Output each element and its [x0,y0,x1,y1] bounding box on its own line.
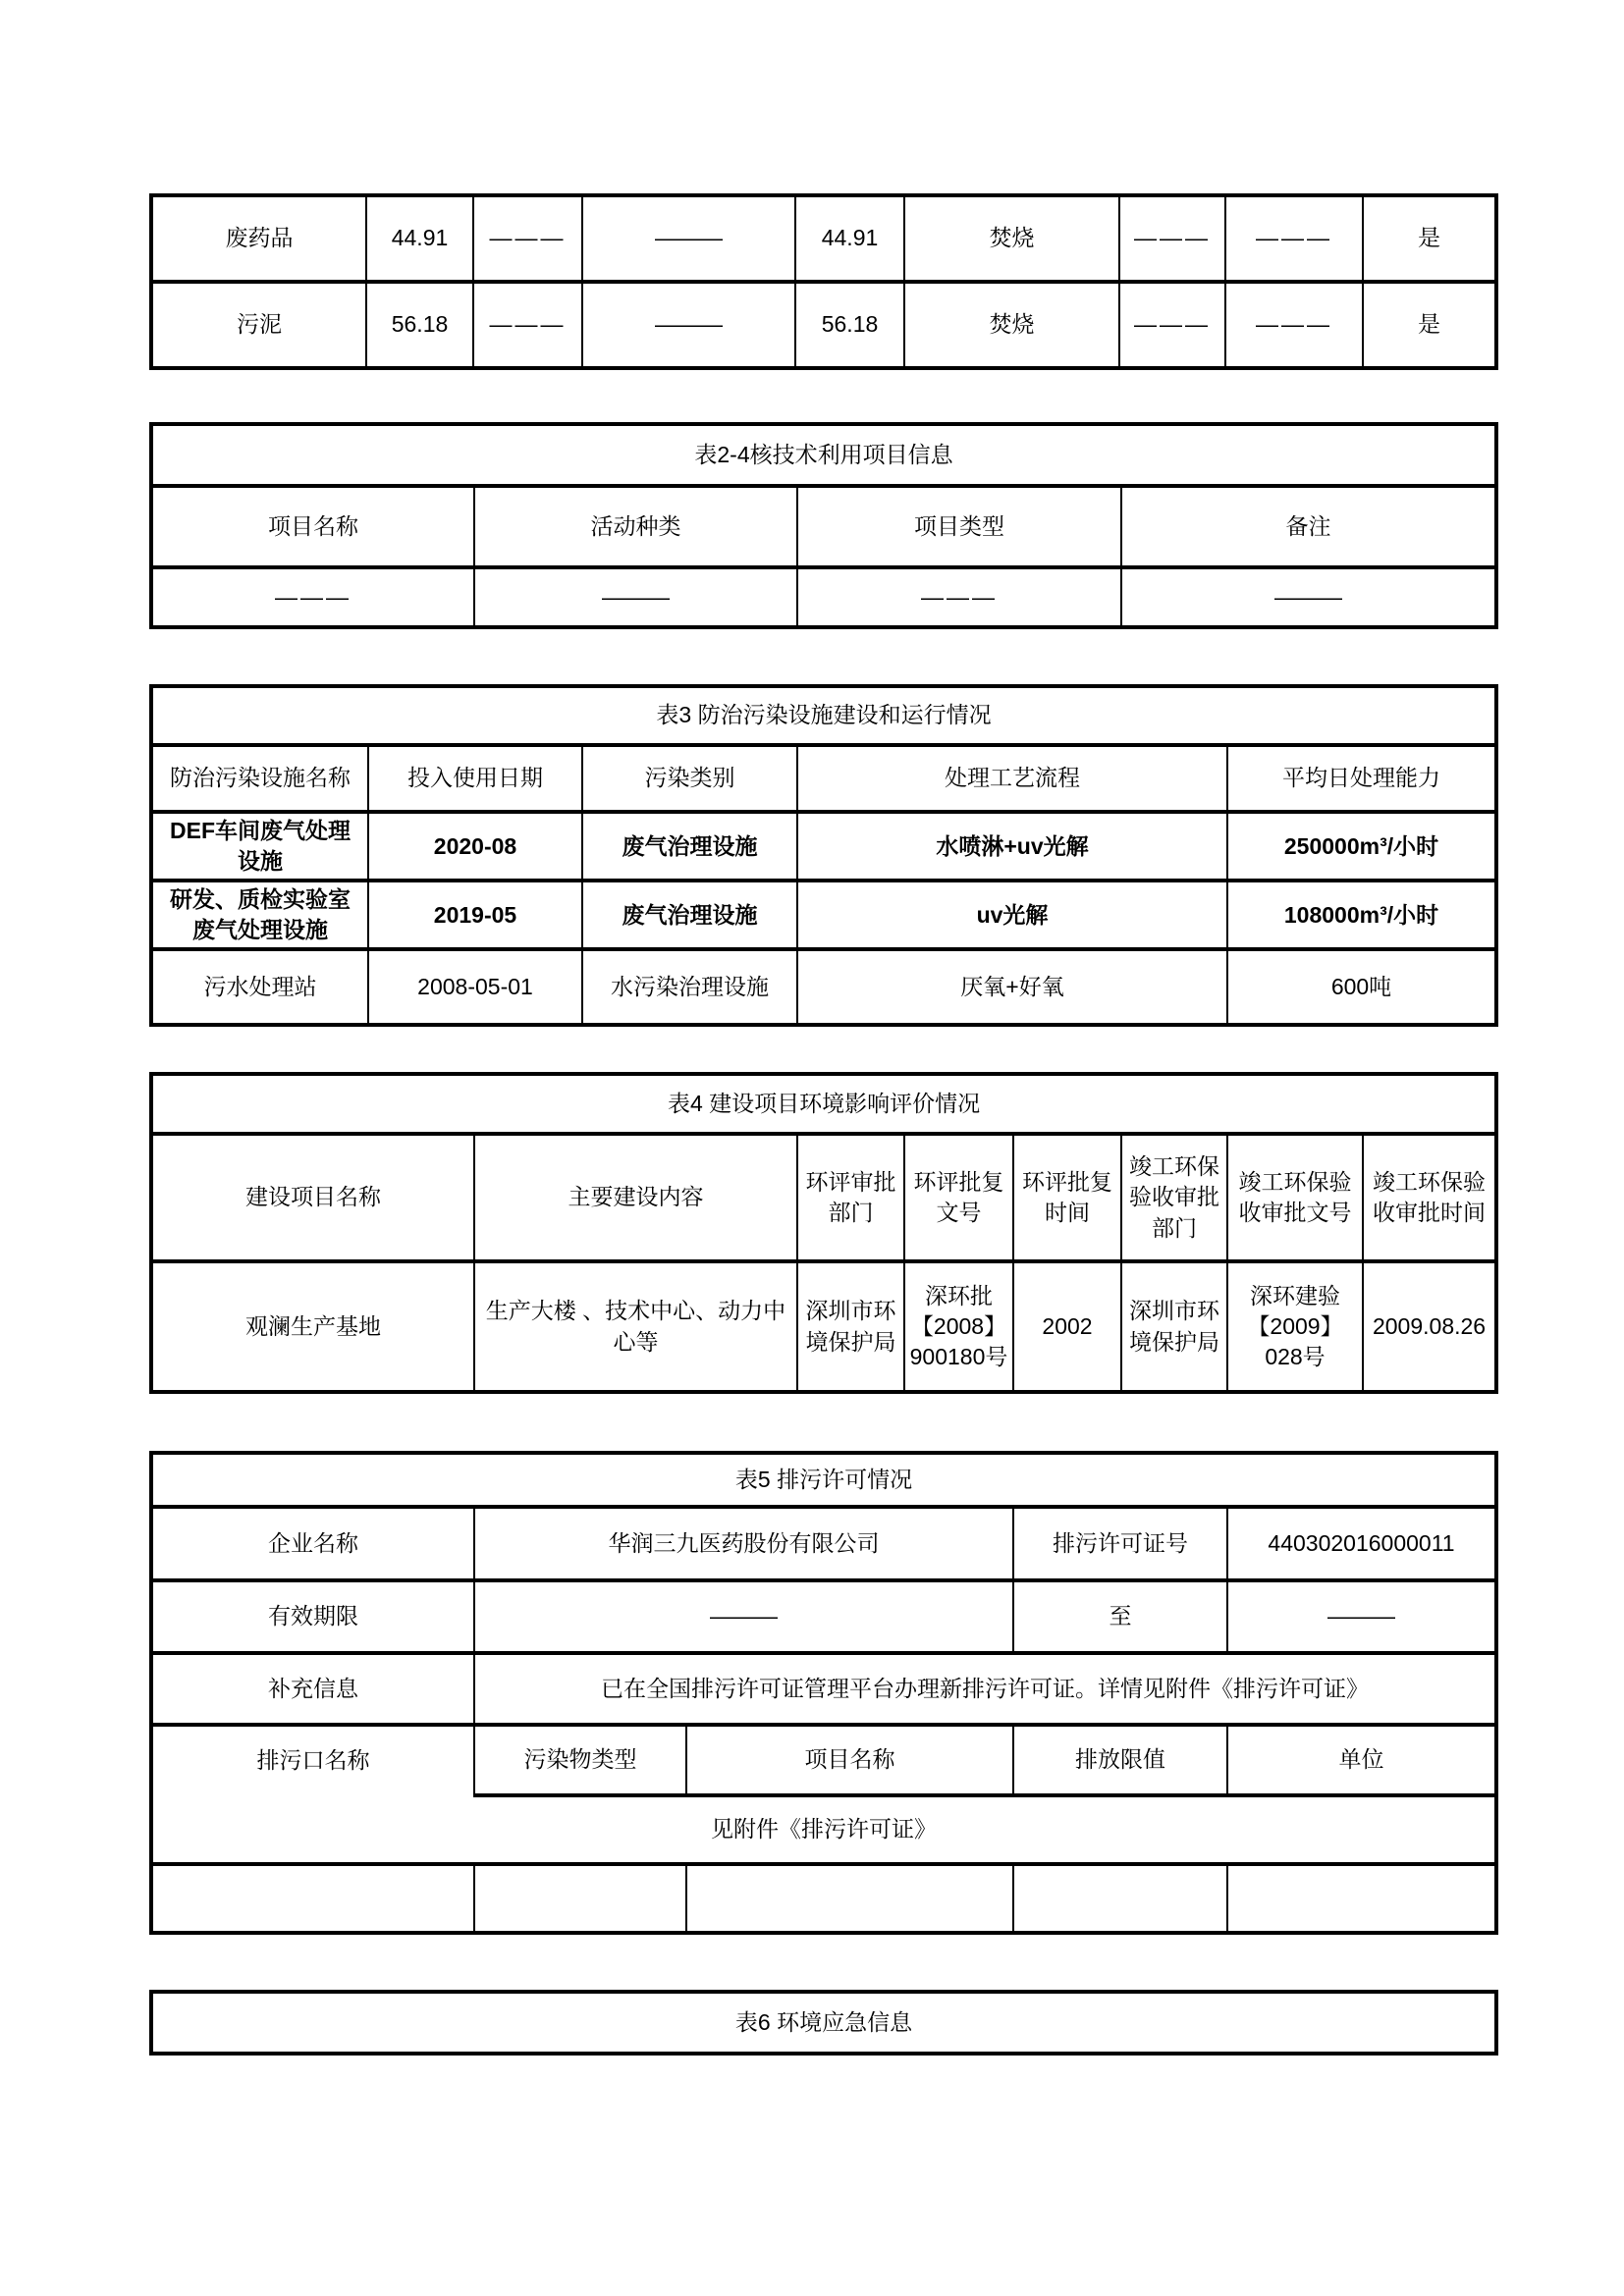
table-row [151,1134,1496,1261]
column-header: 竣工环保验收审批文号 [1227,1134,1363,1261]
table-cell: ——— [1119,195,1225,282]
table-row [151,195,1496,282]
company-name-value: 华润三九医药股份有限公司 [474,1507,1013,1580]
table-row [151,881,1496,949]
table-2-4-nuclear-projects [149,422,1498,629]
permit-number-label: 排污许可证号 [1013,1507,1227,1580]
table-row [151,745,1496,812]
column-header: 污染类别 [582,745,797,812]
table-row [151,1507,1496,1580]
empty-cell [151,1864,474,1933]
facility-name-cell: 研发、质检实验室废气处理设施 [151,881,368,949]
table-row [151,424,1496,486]
column-header: 防治污染设施名称 [151,745,368,812]
column-header: 投入使用日期 [368,745,582,812]
table-cell: 废气治理设施 [582,812,797,881]
table-cell: 600吨 [1227,949,1496,1025]
table-cell: 深圳市环境保护局 [1121,1261,1227,1392]
table-row [151,949,1496,1025]
column-header: 环评审批部门 [797,1134,904,1261]
table-row [151,282,1496,368]
column-header: 环评批复时间 [1013,1134,1121,1261]
column-header: 污染物类型 [474,1725,686,1795]
waste-name-cell: 污泥 [151,282,366,368]
table-title: 表5 排污许可情况 [151,1453,1496,1507]
table-3-pollution-facilities [149,684,1498,1027]
company-name-label: 企业名称 [151,1507,474,1580]
table-row [151,686,1496,745]
validity-end-value: ——— [1227,1580,1496,1653]
attachment-note-cell: 见附件《排污许可证》 [151,1795,1496,1864]
column-header: 竣工环保验收审批时间 [1363,1134,1496,1261]
empty-cell [1013,1864,1227,1933]
table-row [151,1992,1496,2054]
table-cell: ——— [1121,567,1496,627]
table-cell: 2002 [1013,1261,1121,1392]
validity-to-label: 至 [1013,1580,1227,1653]
table-title: 表4 建设项目环境影响评价情况 [151,1074,1496,1134]
column-header: 备注 [1121,486,1496,567]
table-cell: 2009.08.26 [1363,1261,1496,1392]
table-cell: 深环批【2008】900180号 [904,1261,1013,1392]
table-cell: 深环建验【2009】028号 [1227,1261,1363,1392]
table-cell: 深圳市环境保护局 [797,1261,904,1392]
table-cell: ——— [1225,282,1363,368]
table-cell: 56.18 [366,282,473,368]
table-cell: ——— [1225,195,1363,282]
table-cell: 焚烧 [904,282,1119,368]
table-row [151,1864,1496,1933]
facility-name-cell: 污水处理站 [151,949,368,1025]
table-row [151,1261,1496,1392]
column-header: 项目类型 [797,486,1121,567]
table-cell: ——— [582,282,795,368]
column-header: 建设项目名称 [151,1134,474,1261]
table-cell: 是 [1363,282,1496,368]
column-header: 活动种类 [474,486,797,567]
table-cell: 废气治理设施 [582,881,797,949]
column-header: 环评批复文号 [904,1134,1013,1261]
table-row [151,1725,1496,1795]
column-header: 主要建设内容 [474,1134,797,1261]
table-row [151,1580,1496,1653]
table-cell: ——— [797,567,1121,627]
table-title: 表2-4核技术利用项目信息 [151,424,1496,486]
waste-name-cell: 废药品 [151,195,366,282]
table-cell: 44.91 [795,195,904,282]
table-cell: 56.18 [795,282,904,368]
table-row [151,1074,1496,1134]
empty-cell [1227,1864,1496,1933]
table-cell: ——— [1119,282,1225,368]
column-header: 排污口名称 [151,1725,474,1795]
column-header: 竣工环保验收审批部门 [1121,1134,1227,1261]
table-title: 表3 防治污染设施建设和运行情况 [151,686,1496,745]
table-cell: ——— [473,195,582,282]
table-cell: ——— [151,567,474,627]
supplement-label: 补充信息 [151,1653,474,1725]
table-hazardous-waste-continued [149,193,1498,370]
permit-number-value: 440302016000011 [1227,1507,1496,1580]
table-cell: 厌氧+好氧 [797,949,1227,1025]
facility-name-cell: DEF车间废气处理设施 [151,812,368,881]
table-cell: 是 [1363,195,1496,282]
table-6-emergency-info [149,1990,1498,2056]
table-cell: 2020-08 [368,812,582,881]
table-4-eia [149,1072,1498,1394]
table-cell: 250000m³/小时 [1227,812,1496,881]
table-cell: 2008-05-01 [368,949,582,1025]
column-header: 排放限值 [1013,1725,1227,1795]
table-cell: uv光解 [797,881,1227,949]
supplement-value: 已在全国排污许可证管理平台办理新排污许可证。详情见附件《排污许可证》 [474,1653,1496,1725]
empty-cell [686,1864,1013,1933]
column-header: 项目名称 [151,486,474,567]
table-row [151,812,1496,881]
empty-cell [474,1864,686,1933]
table-title: 表6 环境应急信息 [151,1992,1496,2054]
table-row [151,1653,1496,1725]
table-row [151,486,1496,567]
validity-label: 有效期限 [151,1580,474,1653]
table-cell: 生产大楼 、技术中心、动力中心等 [474,1261,797,1392]
table-row [151,1795,1496,1864]
column-header: 单位 [1227,1725,1496,1795]
table-cell: 44.91 [366,195,473,282]
column-header: 平均日处理能力 [1227,745,1496,812]
table-cell: 水喷淋+uv光解 [797,812,1227,881]
table-cell: ——— [474,567,797,627]
column-header: 项目名称 [686,1725,1013,1795]
table-cell: 2019-05 [368,881,582,949]
table-cell: 水污染治理设施 [582,949,797,1025]
table-cell: 108000m³/小时 [1227,881,1496,949]
table-5-discharge-permit [149,1451,1498,1935]
project-name-cell: 观澜生产基地 [151,1261,474,1392]
validity-start-value: ——— [474,1580,1013,1653]
column-header: 处理工艺流程 [797,745,1227,812]
table-cell: 焚烧 [904,195,1119,282]
table-cell: ——— [582,195,795,282]
table-row [151,1453,1496,1507]
table-row [151,567,1496,627]
table-cell: ——— [473,282,582,368]
